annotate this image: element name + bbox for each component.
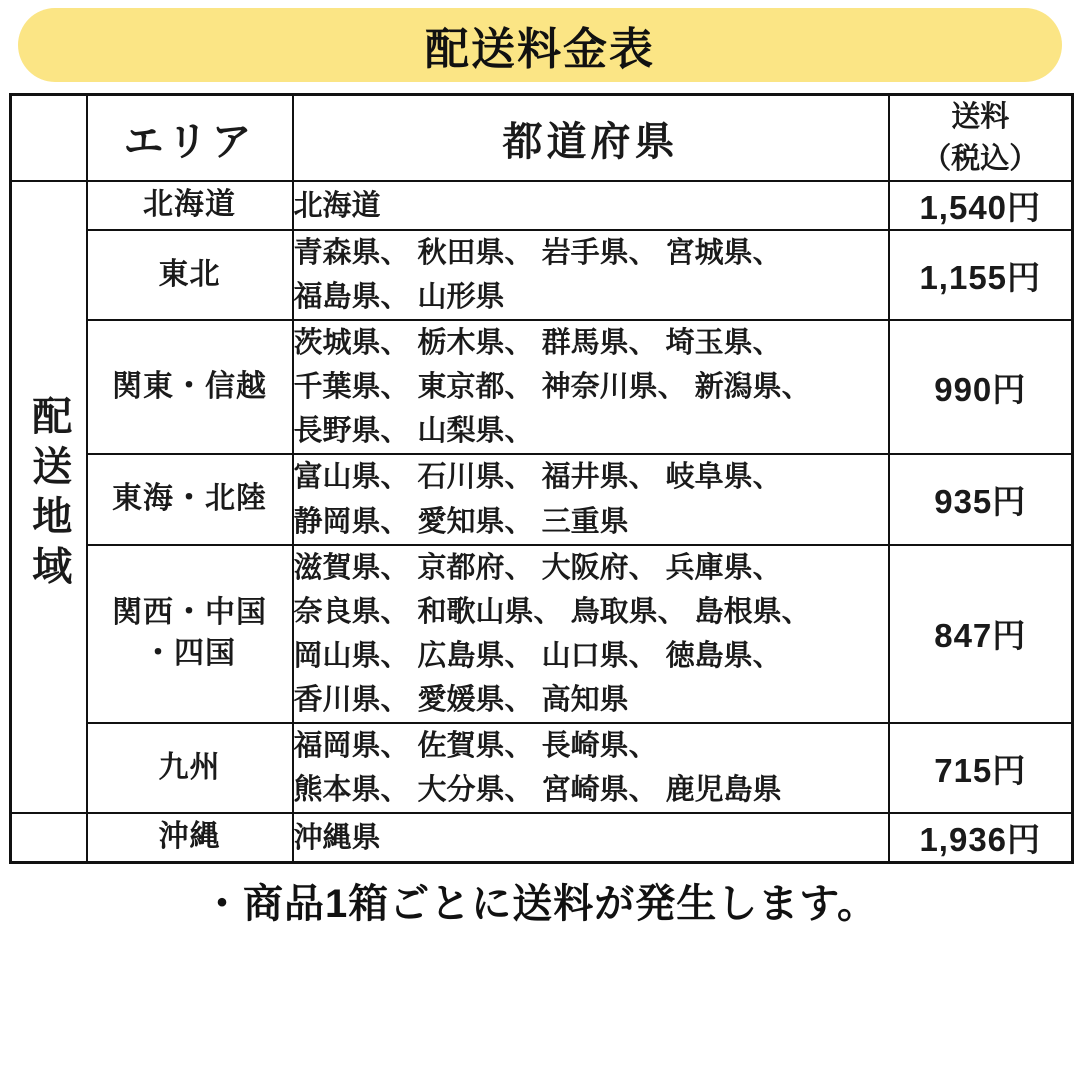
fee-table-container [9, 93, 1071, 864]
row-fee: 990円 [889, 320, 1073, 454]
row-fee: 935円 [889, 454, 1073, 544]
row-fee: 847円 [889, 545, 1073, 723]
prefecture-line: 熊本県、 大分県、 宮崎県、 鹿児島県 [293, 774, 782, 807]
prefecture-line: 沖縄県 [293, 821, 381, 854]
footnote: ・商品1箱ごとに送料が発生します。 [201, 882, 879, 927]
prefecture-line: 福岡県、 佐賀県、 長崎県、 [293, 729, 658, 762]
row-fee: 1,936円 [889, 813, 1073, 863]
table-row [11, 723, 1073, 813]
row-area-line2: ・四国 [143, 636, 236, 670]
row-prefectures [293, 545, 889, 723]
row-prefectures [293, 181, 889, 230]
row-prefectures [293, 320, 889, 454]
vertical-header-label: 配送地域 [26, 394, 71, 595]
prefecture-line: 北海道 [293, 189, 381, 222]
row-area: 北海道 [87, 181, 293, 230]
prefecture-line: 千葉県、 東京都、 神奈川県、 新潟県、 [293, 371, 811, 404]
header-blank-cell [11, 95, 87, 182]
header-fee-line2: （税込） [922, 143, 1039, 176]
row-area: 九州 [87, 723, 293, 813]
prefecture-line: 長野県、 山梨県、 [293, 415, 534, 448]
prefecture-line: 青森県、 秋田県、 岩手県、 宮城県、 [293, 237, 782, 270]
row-area: 東北 [87, 230, 293, 320]
row-area: 東海・北陸 [87, 454, 293, 544]
row-area: 沖縄 [87, 813, 293, 863]
row-fee: 1,155円 [889, 230, 1073, 320]
table-header-row [11, 95, 1073, 182]
prefecture-line: 福島県、 山形県 [293, 281, 505, 314]
row-area: 関東・信越 [87, 320, 293, 454]
header-fee-line1: 送料 [951, 101, 1010, 133]
row-area-line1: 関西・中国 [112, 596, 267, 630]
vertical-header-cell [11, 181, 87, 813]
row-prefectures [293, 230, 889, 320]
row-fee: 715円 [889, 723, 1073, 813]
table-row [11, 181, 1073, 230]
vertical-header-blank-cell [11, 813, 87, 863]
prefecture-line: 茨城県、 栃木県、 群馬県、 埼玉県、 [293, 327, 782, 360]
title-banner [18, 8, 1062, 82]
row-prefectures [293, 723, 889, 813]
prefecture-line: 奈良県、 和歌山県、 鳥取県、 島根県、 [293, 595, 811, 628]
table-row [11, 230, 1073, 320]
shipping-fee-page [0, 8, 1080, 1088]
table-row [11, 813, 1073, 863]
page-title: 配送料金表 [425, 25, 655, 74]
header-area: エリア [87, 95, 293, 182]
prefecture-line: 静岡県、 愛知県、 三重県 [293, 505, 629, 538]
prefecture-line: 富山県、 石川県、 福井県、 岐阜県、 [293, 461, 782, 494]
row-prefectures [293, 454, 889, 544]
row-area [87, 545, 293, 723]
prefecture-line: 岡山県、 広島県、 山口県、 徳島県、 [293, 639, 782, 672]
table-row [11, 545, 1073, 723]
header-prefecture: 都道府県 [293, 95, 889, 182]
prefecture-line: 香川県、 愛媛県、 高知県 [293, 683, 629, 716]
table-row [11, 320, 1073, 454]
header-fee [889, 95, 1073, 182]
row-prefectures [293, 813, 889, 863]
shipping-fee-table [9, 93, 1074, 864]
row-fee: 1,540円 [889, 181, 1073, 230]
table-row [11, 454, 1073, 544]
prefecture-line: 滋賀県、 京都府、 大阪府、 兵庫県、 [293, 551, 782, 584]
